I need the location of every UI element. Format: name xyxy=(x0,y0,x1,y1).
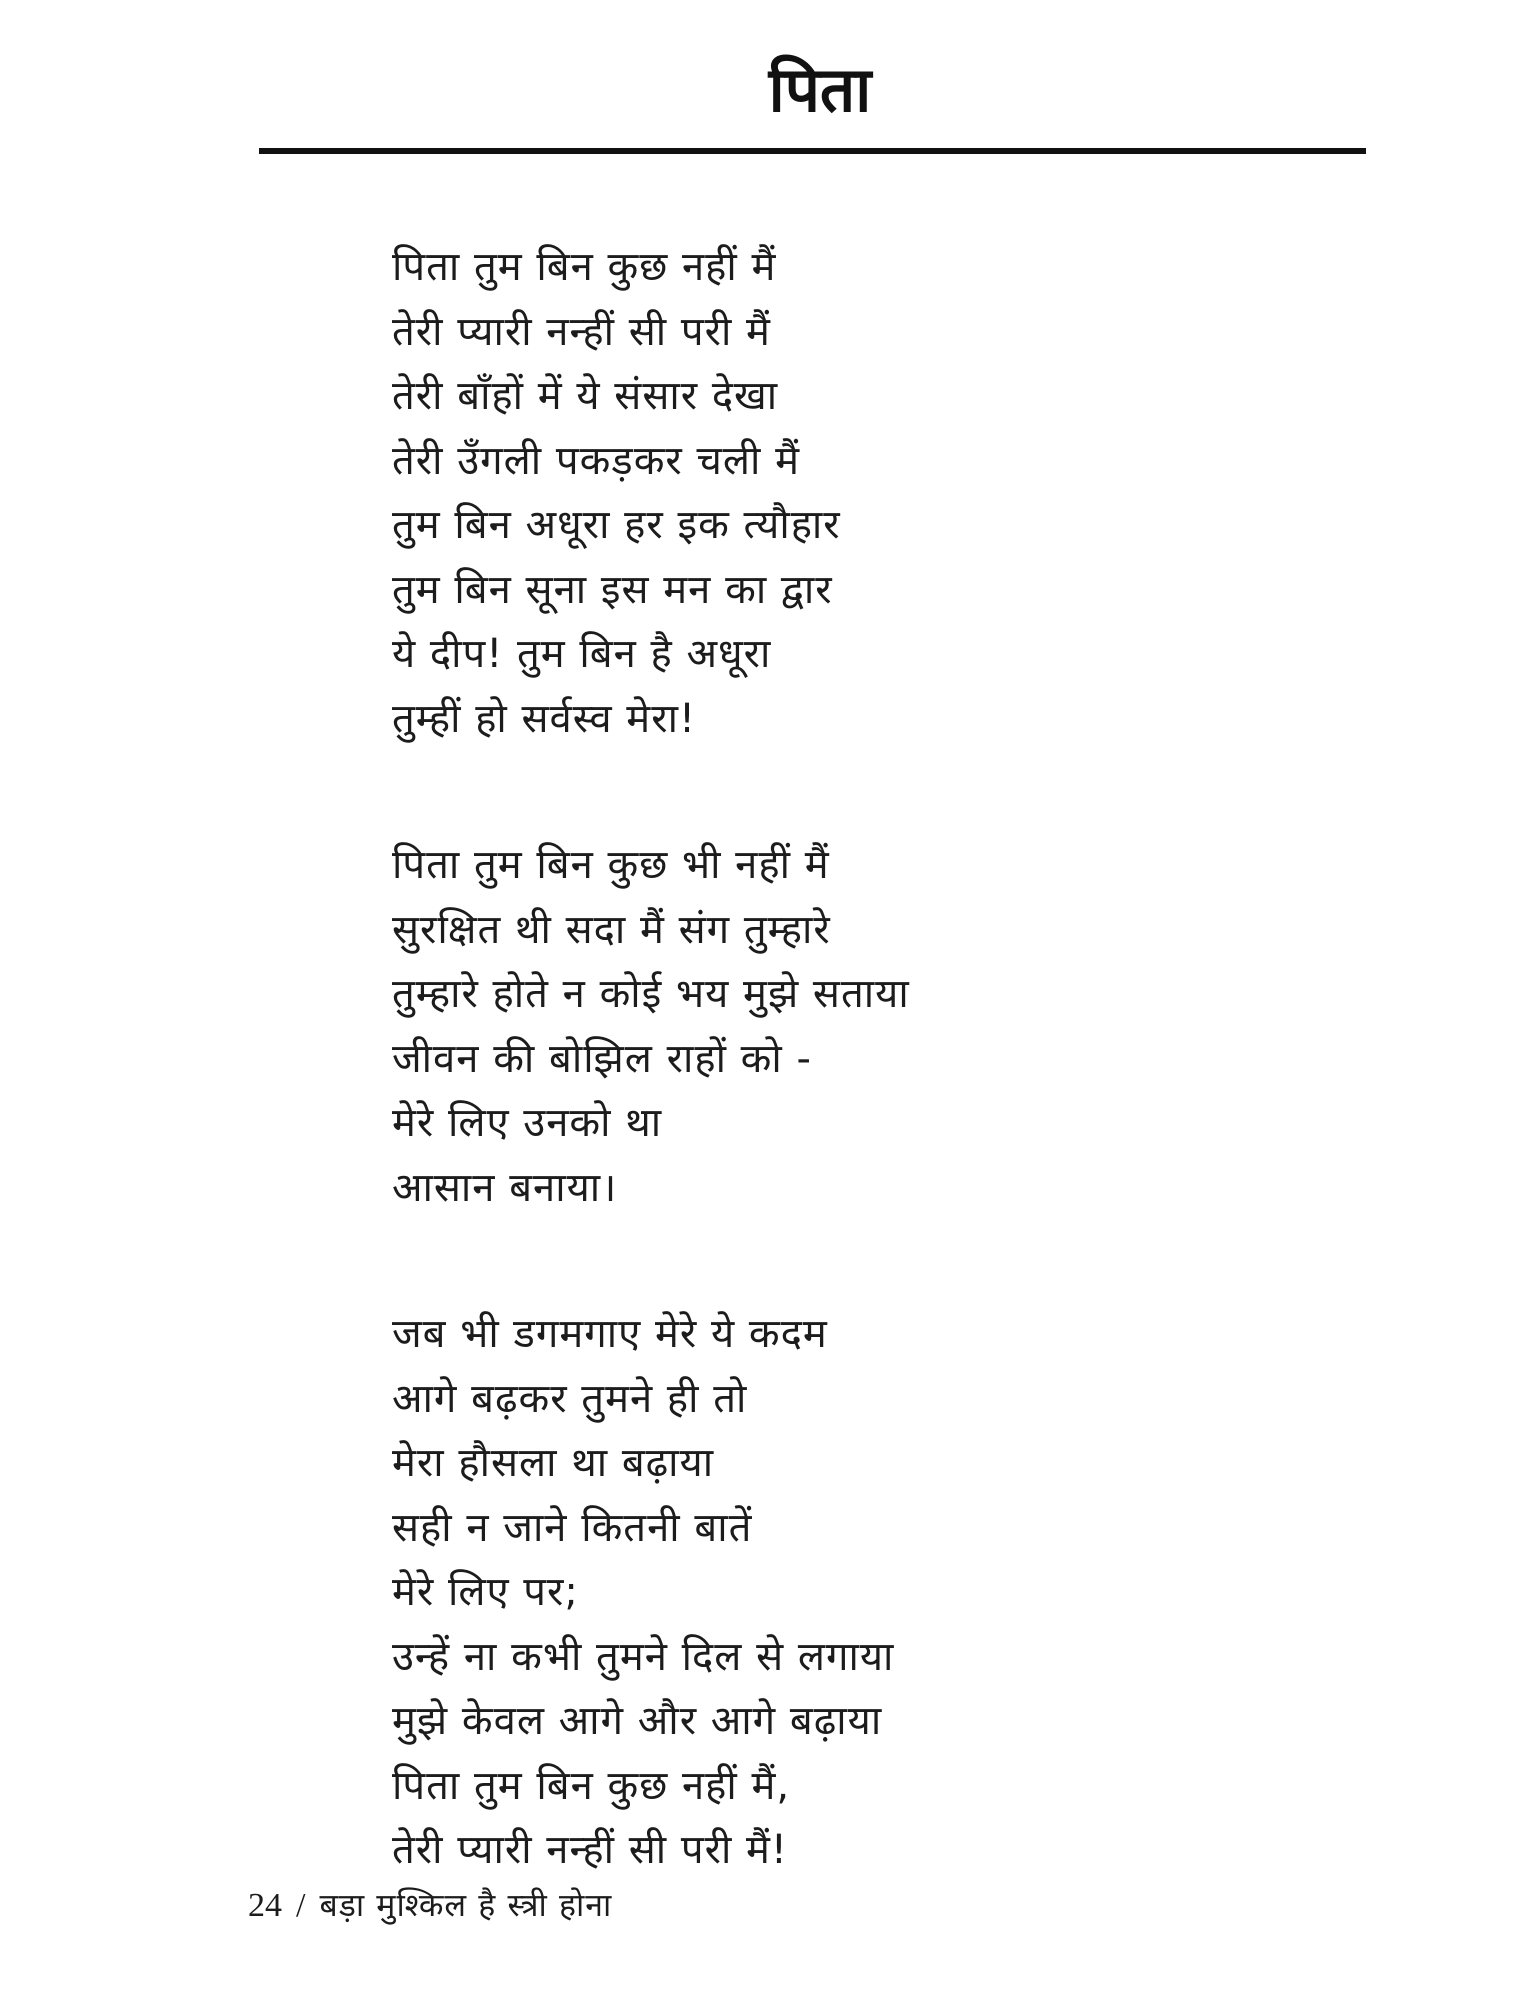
poem-line: तेरी उँगली पकड़कर चली मैं xyxy=(392,437,801,484)
poem-line: तेरी प्यारी नन्हीं सी परी मैं xyxy=(392,308,771,355)
poem-line: जीवन की बोझिल राहों को - xyxy=(392,1035,812,1082)
poem-line: तुम बिन सूना इस मन का द्वार xyxy=(392,566,833,613)
poem-line: पिता तुम बिन कुछ नहीं मैं, xyxy=(392,1762,791,1809)
poem-line: मुझे केवल आगे और आगे बढ़ाया xyxy=(392,1698,883,1744)
stanza-2 xyxy=(392,833,1192,1220)
poem-body xyxy=(392,235,1192,1883)
poem-line: मेरा हौसला था बढ़ाया xyxy=(392,1440,715,1486)
poem-line: सही न जाने कितनी बातें xyxy=(392,1504,753,1551)
title-underline xyxy=(259,148,1366,154)
poem-line: तेरी प्यारी नन्हीं सी परी मैं! xyxy=(392,1827,788,1873)
poem-line: तुम्हीं हो सर्वस्व मेरा! xyxy=(392,695,696,742)
poem-line: तुम बिन अधूरा हर इक त्यौहार xyxy=(392,502,841,548)
footer-separator: / xyxy=(296,1887,306,1924)
poem-line: उन्हें ना कभी तुमने दिल से लगाया xyxy=(392,1633,895,1680)
poem-line: ये दीप! तुम बिन है अधूरा xyxy=(392,631,772,677)
poem-line: आगे बढ़कर तुमने ही तो xyxy=(392,1375,748,1422)
poem-line: जब भी डगमगाए मेरे ये कदम xyxy=(392,1311,828,1357)
book-title: बड़ा मुश्किल है स्त्री होना xyxy=(319,1886,613,1924)
poem-line: सुरक्षित थी सदा मैं संग तुम्हारे xyxy=(392,906,831,953)
poem-line: आसान बनाया। xyxy=(392,1164,618,1211)
poem-title: पिता xyxy=(768,53,872,126)
page-number: 24 xyxy=(248,1887,282,1924)
stanza-spacer xyxy=(392,751,1192,833)
poem-line: तुम्हारे होते न कोई भय मुझे सताया xyxy=(392,971,910,1017)
stanza-spacer xyxy=(392,1220,1192,1302)
poem-line: तेरी बाँहों में ये संसार देखा xyxy=(392,373,779,419)
poem-line: मेरे लिए उनको था xyxy=(392,1100,663,1146)
stanza-1 xyxy=(392,235,1192,751)
page-footer xyxy=(248,1880,612,1931)
poem-line: मेरे लिए पर; xyxy=(392,1569,579,1615)
poem-line: पिता तुम बिन कुछ भी नहीं मैं xyxy=(392,842,830,888)
poem-line: पिता तुम बिन कुछ नहीं मैं xyxy=(392,244,777,290)
stanza-3 xyxy=(392,1302,1192,1883)
